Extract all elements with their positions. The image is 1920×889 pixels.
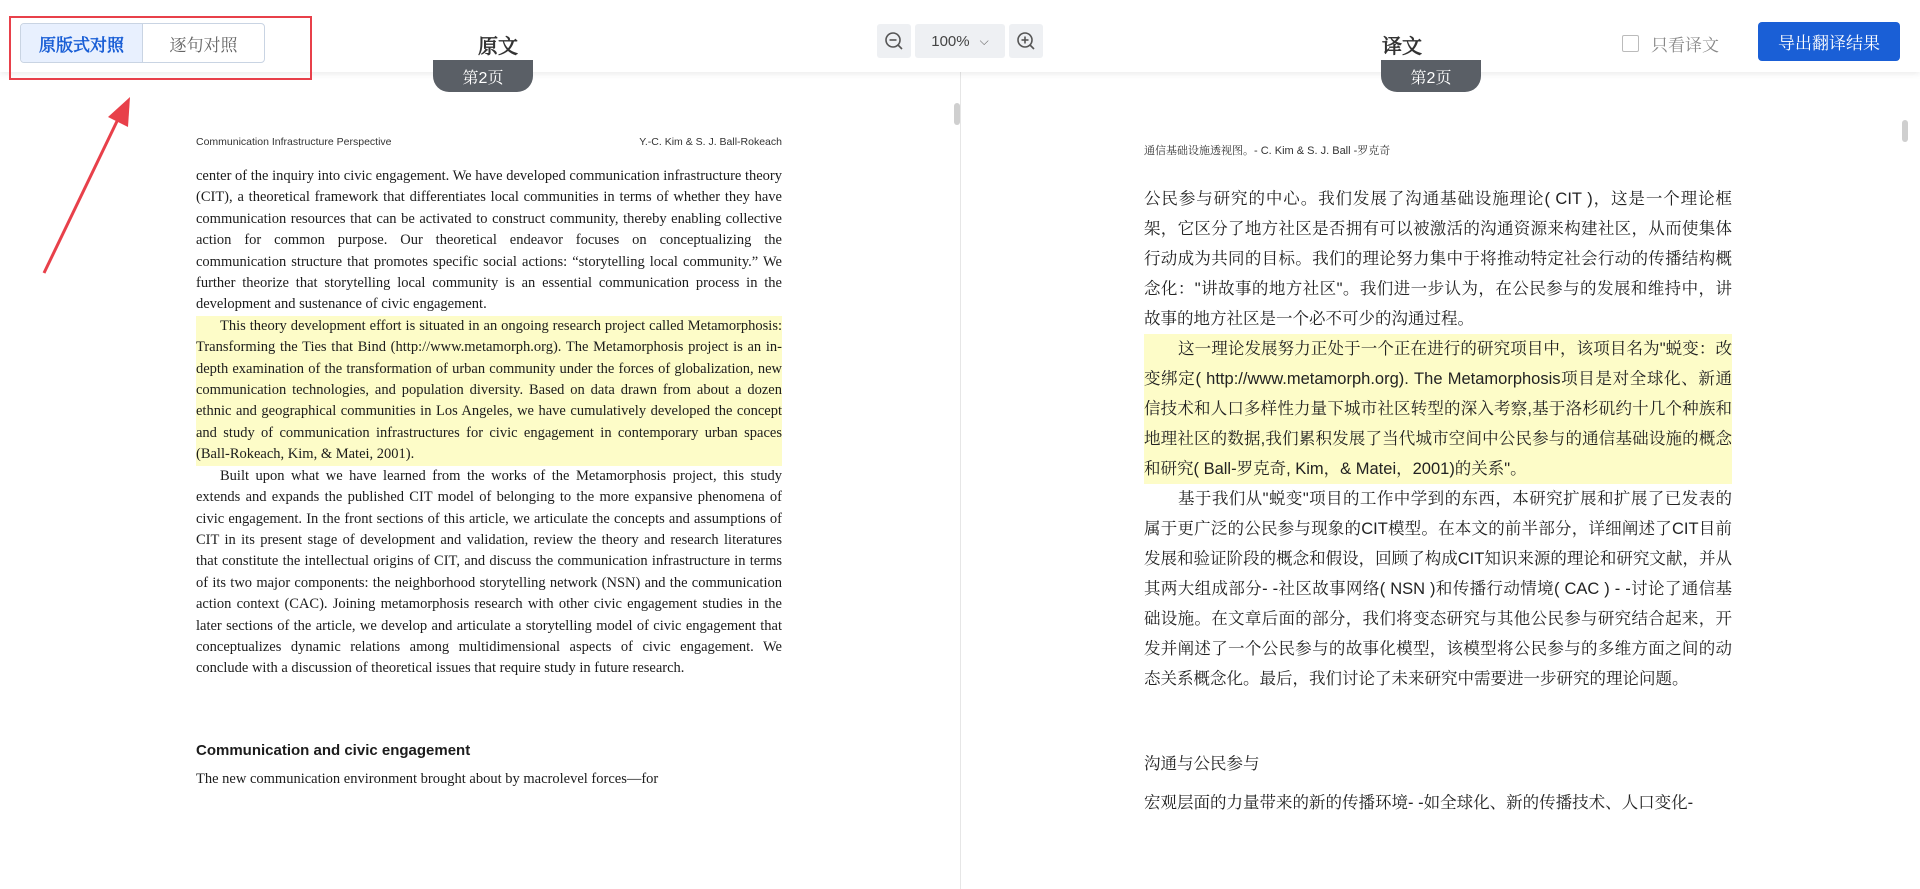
zoom-out-button[interactable]	[877, 24, 911, 58]
top-toolbar	[0, 0, 1920, 72]
page-badge-translation: 第2页	[1381, 60, 1481, 92]
only-translation-toggle[interactable]	[1622, 31, 1719, 56]
tab-layout-compare[interactable]: 原版式对照	[21, 24, 143, 62]
zoom-in-button[interactable]	[1009, 24, 1043, 58]
only-translation-label: 只看译文	[1651, 36, 1719, 55]
view-mode-tabs	[20, 23, 265, 63]
translation-paragraph-3: 基于我们从"蜕变"项目的工作中学到的东西，本研究扩展和扩展了已发表的属于更广泛的公民参与现象的CIT模型。在本文的前半部分，详细阐述了CIT目前发展和验证阶段的概念和假设，回顾了构成CIT知识来源的理论和研究文献，并从其两大组成部分- -社区故事网络( NSN )和传播行动情境( CAC ) - -讨论了通信基础设施。在文章后面的部分，我们将变态研究与其他公民参与研究结合起来，开发并阐述了一个公民参与的故事化模型，该模型将公民参与的多维方面之间的动态关系概念化。最后，我们讨论了未来研究中需要进一步研究的理论问题。	[1144, 490, 1732, 688]
running-header	[196, 136, 782, 148]
original-paragraph-2-highlighted: This theory development effort is situated in an ongoing research project called Metamorphosis: Transforming the Ties that Bind (http://www.metamorph.org). The Metamorphosis project is an in-depth examination of the transformation of urban community under the forces of globalization, new communication technologies, and population diversity. Based on data drawn from about a dozen ethnic and geographical communities in Los Angeles, we have cumulatively developed the concept and study of communication infrastructures for civic engagement in contemporary urban spaces (Ball-Rokeach, Kim, & Matei, 2001).	[196, 316, 782, 466]
translation-running-header: 通信基础设施透视图。- C. Kim & S. J. Ball -罗克奇	[1144, 145, 1391, 157]
original-paragraph-3: Built upon what we have learned from the works of the Metamorphosis project, this study extends and expands the published CIT model of belonging to the more expansive phenomena of civic engagement. In the front sections of this article, we articulate the concepts and assumptions of CIT in its present stage of development and validation, review the theory and research literatures that constitute the intellectual origins of CIT, and discuss the communication infrastructure in terms of its two major components: the neighborhood storytelling network (NSN) and the communication action context (CAC). Joining metamorphosis research with other civic engagement studies in the later sections of the article, we develop and articulate a storytelling model of civic engagement that conceptualizes dynamic relations among multidimensional aspects of civic engagement. We conclude with a discussion of theoretical issues that require study in future research.	[196, 467, 782, 677]
translation-scrollbar[interactable]	[1902, 120, 1908, 142]
zoom-level-value: 100%	[931, 32, 970, 50]
zoom-control	[877, 24, 1043, 58]
tab-sentence-compare[interactable]: 逐句对照	[169, 35, 238, 55]
translation-paragraph-1: 公民参与研究的中心。我们发展了沟通基础设施理论( CIT )，这是一个理论框架，它区分了地方社区是否拥有可以被激活的沟通资源来构建社区，从而使集体行动成为共同的目标。我们的理论努力集中于将推动特定社会行动的传播结构概念化："讲故事的地方社区"。我们进一步认为，在公民参与的发展和维持中，讲故事的地方社区是一个必不可少的沟通过程。	[1144, 190, 1732, 328]
original-document	[196, 136, 782, 790]
zoom-in-icon	[1016, 31, 1036, 51]
page-badge-original: 第2页	[433, 60, 533, 92]
export-translation-button[interactable]: 导出翻译结果	[1758, 22, 1900, 61]
translation-section-heading: 沟通与公民参与	[1144, 755, 1260, 773]
checkbox-icon[interactable]	[1622, 35, 1639, 52]
annotation-arrow-icon	[30, 85, 140, 285]
original-scrollbar[interactable]	[954, 103, 960, 125]
original-paragraph-4: The new communication environment brought about by macrolevel forces—for	[196, 770, 659, 787]
zoom-out-icon	[884, 31, 904, 51]
translation-paragraph-2-highlighted: 这一理论发展努力正处于一个正在进行的研究项目中，该项目名为"蜕变：改变绑定( http://www.metamorph.org). The Metamorphosis项目是对全球化、新通信技术和人口多样性力量下城市社区转型的深入考察,基于洛杉矶约十几个种族和地理社区的数据,我们累积发展了当代城市空间中公民参与的通信基础设施的概念和研究( Ball-罗克奇, Kim，& Matei，2001)的关系"。	[1144, 334, 1732, 484]
original-section-heading: Communication and civic engagement	[196, 741, 471, 759]
pane-divider	[960, 72, 961, 889]
zoom-level-select[interactable]	[915, 24, 1005, 58]
chevron-down-icon: ⌵	[979, 33, 989, 48]
running-header-left: Communication Infrastructure Perspective	[196, 136, 392, 148]
translation-document	[1144, 142, 1732, 818]
translation-pane-title: 译文	[1382, 36, 1422, 58]
original-paragraph-1: center of the inquiry into civic engagement. We have developed communication infrastructure theory (CIT), a theoretical framework that differentiates local communities in terms of whether they have communication resources that can be activated to construct community, thereby enabling collective action for common purpose. Our theoretical endeavor focuses on conceptualizing the communication structure that promotes specific social actions: “storytelling local community.” We further theorize that storytelling local community is an essential communication process in the development and sustenance of civic engagement.	[196, 168, 783, 313]
translation-paragraph-4: 宏观层面的力量带来的新的传播环境- -如全球化、新的传播技术、人口变化-	[1144, 794, 1694, 812]
original-pane-title: 原文	[478, 36, 518, 58]
running-header-right: Y.-C. Kim & S. J. Ball-Rokeach	[639, 136, 782, 148]
